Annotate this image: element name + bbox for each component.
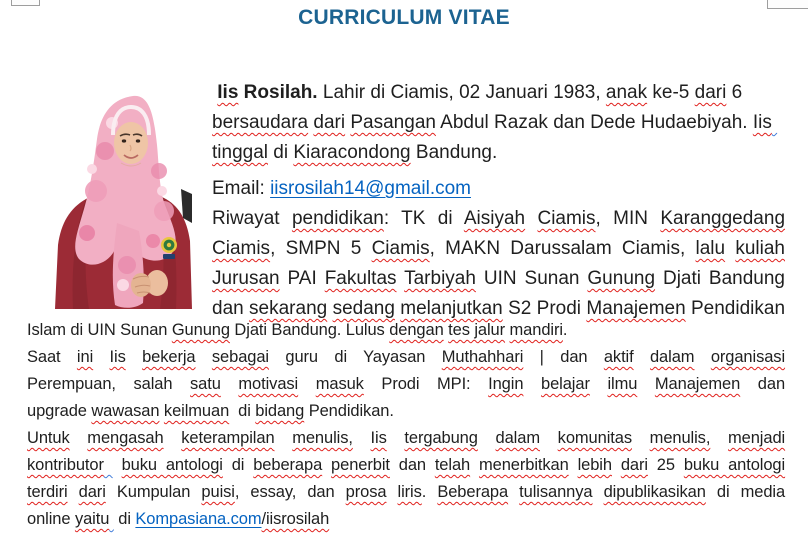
- misspelled-word: Gunung: [587, 268, 656, 289]
- misspelled-word: bersaudara: [212, 112, 309, 133]
- text-line: Jurusan PAI Fakultas Tarbiyah UIN Sunan Gunung Djati Bandung: [212, 268, 785, 289]
- misspelled-word: kuliah: [735, 238, 786, 259]
- misspelled-word: mandiri: [509, 321, 563, 339]
- misspelled-word: menjadi: [728, 429, 786, 447]
- misspelled-word: dalam: [495, 429, 540, 447]
- misspelled-word: Pasangan: [350, 112, 436, 133]
- misspelled-word: Jurusan: [212, 268, 280, 289]
- misspelled-word: Ciamis: [371, 238, 430, 259]
- misspelled-word: Ingin: [488, 375, 524, 393]
- misspelled-word: puisi: [201, 483, 235, 501]
- misspelled-word: kontributor: [27, 456, 104, 474]
- misspelled-word: dari: [694, 82, 727, 103]
- email-link[interactable]: iisrosilah14@gmail.com: [270, 178, 471, 199]
- misspelled-word: motivasi: [238, 375, 299, 393]
- text-line: upgrade wawasan keilmuan di bidang Pendidikan.: [27, 402, 394, 420]
- misspelled-word: Karanggedang: [660, 208, 786, 229]
- misspelled-word: Manajemen: [586, 298, 686, 319]
- document-title: CURRICULUM VITAE: [298, 6, 510, 29]
- text-line: Iis Rosilah. Lahir di Ciamis, 02 Januari 1983, anak ke-5 dari 6: [217, 82, 743, 103]
- misspelled-word: lalu: [695, 238, 726, 259]
- text-line: Email: iisrosilah14@gmail.com: [212, 178, 471, 199]
- misspelled-word: sedang: [332, 298, 395, 319]
- misspelled-word: komunitas: [557, 429, 632, 447]
- misspelled-word: sekarang: [249, 298, 328, 319]
- misspelled-word: mengasah: [87, 429, 164, 447]
- grammar-mark: [109, 510, 113, 528]
- misspelled-word: Kiaracondong: [293, 142, 411, 163]
- misspelled-word: dipublikasikan: [603, 483, 706, 501]
- misspelled-word: Beberapa: [437, 483, 509, 501]
- misspelled-word: keilmuan: [163, 402, 230, 420]
- misspelled-word: sebagai: [211, 348, 269, 366]
- misspelled-word: Fakultas: [324, 268, 397, 289]
- text-token: Rosilah.: [238, 82, 318, 103]
- profile-photo[interactable]: [55, 93, 192, 309]
- text-line: tinggal di Kiaracondong Bandung.: [212, 142, 498, 163]
- misspelled-word: dari: [313, 112, 346, 133]
- misspelled-word: terdiri: [27, 483, 68, 501]
- grammar-mark: [772, 112, 777, 133]
- misspelled-word: liris: [397, 483, 422, 501]
- misspelled-word: Muthahhari: [441, 348, 524, 366]
- misspelled-word: masuk: [315, 375, 364, 393]
- misspelled-word: buku antologi: [683, 456, 786, 474]
- misspelled-word: anak: [605, 82, 648, 103]
- misspelled-word: Aisiyah: [463, 208, 526, 229]
- misspelled-word: Manajemen: [654, 375, 741, 393]
- bio-text-fullwidth: [27, 317, 785, 533]
- misspelled-word: bekerja: [142, 348, 196, 366]
- misspelled-word: lebih: [577, 456, 612, 474]
- misspelled-word: tulisannya: [519, 483, 593, 501]
- text-line: terdiri dari Kumpulan puisi, essay, dan prosa liris. Beberapa tulisannya dipublikasikan di media: [27, 483, 786, 501]
- text-line: kontributor buku antologi di beberapa penerbit dan telah menerbitkan lebih dari 25 buku antologi: [27, 456, 786, 474]
- misspelled-word: ini: [76, 348, 94, 366]
- grammar-mark: [104, 456, 113, 474]
- misspelled-word: melanjutkan: [400, 298, 503, 319]
- misspelled-word: /iisrosilah: [261, 510, 330, 528]
- misspelled-word: Iis: [752, 112, 772, 133]
- misspelled-word: dari: [78, 483, 106, 501]
- misspelled-word: Iis: [109, 348, 126, 366]
- profile-photo-illustration: [55, 93, 192, 309]
- misspelled-word: ilmu: [607, 375, 638, 393]
- text-line: bersaudara dari Pasangan Abdul Razak dan Dede Hudaebiyah. Iis: [212, 108, 785, 138]
- text-line: Riwayat pendidikan: TK di Aisiyah Ciamis, MIN Karanggedang: [212, 208, 786, 229]
- misspelled-word: beberapa: [253, 456, 323, 474]
- kompasiana-link[interactable]: Kompasiana.com: [135, 510, 262, 528]
- text-line: Islam di UIN Sunan Gunung Djati Bandung. Lulus dengan tes jalur mandiri.: [27, 321, 568, 339]
- misspelled-word: menerbitkan: [478, 456, 569, 474]
- misspelled-word: wawasan: [91, 402, 160, 420]
- misspelled-word: Iis: [217, 82, 239, 103]
- misspelled-word: tes jalur: [448, 321, 506, 339]
- text-line: dan sekarang sedang melanjutkan S2 Prodi Manajemen Pendidikan: [212, 298, 786, 319]
- misspelled-word: Ciamis: [537, 208, 596, 229]
- misspelled-word: keterampilan: [181, 429, 275, 447]
- misspelled-word: dalam: [649, 348, 695, 366]
- misspelled-word: pendidikan: [291, 208, 384, 229]
- text-line: Perempuan, salah satu motivasi masuk Prodi MPI: Ingin belajar ilmu Manajemen dan: [27, 375, 786, 393]
- misspelled-word: dari: [620, 456, 648, 474]
- misspelled-word: telah: [434, 456, 471, 474]
- misspelled-word: Ciamis: [212, 238, 271, 259]
- text-line: Ciamis, SMPN 5 Ciamis, MAKN Darussalam Ciamis, lalu kuliah: [212, 238, 786, 259]
- misspelled-word: aktif: [603, 348, 634, 366]
- misspelled-word: Untuk: [27, 429, 70, 447]
- text-line: Saat ini Iis bekerja sebagai guru di Yayasan Muthahhari | dan aktif dalam organisasi: [27, 348, 786, 366]
- misspelled-word: satu: [190, 375, 221, 393]
- misspelled-word: buku antologi: [121, 456, 223, 474]
- text-line: [27, 425, 785, 452]
- misspelled-word: bidang: [255, 402, 305, 420]
- misspelled-word: tinggal: [212, 142, 268, 163]
- jacket-badge-logo: [161, 237, 177, 259]
- misspelled-word: Gunung: [171, 321, 230, 339]
- misspelled-word: Iis: [370, 429, 387, 447]
- misspelled-word: Tarbiyah: [404, 268, 476, 289]
- misspelled-word: prosa: [345, 483, 387, 501]
- misspelled-word: penerbit: [331, 456, 390, 474]
- misspelled-word: organisasi: [710, 348, 786, 366]
- misspelled-word: dengan: [389, 321, 444, 339]
- text-line: online yaitu di Kompasiana.com/iisrosilah: [27, 510, 330, 528]
- misspelled-word: tergabung: [404, 429, 478, 447]
- misspelled-word: belajar: [541, 375, 590, 393]
- misspelled-word: menulis,: [649, 429, 711, 447]
- misspelled-word: menulis,: [292, 429, 353, 447]
- misspelled-word: yaitu: [74, 510, 110, 528]
- bio-text-column: [212, 78, 785, 324]
